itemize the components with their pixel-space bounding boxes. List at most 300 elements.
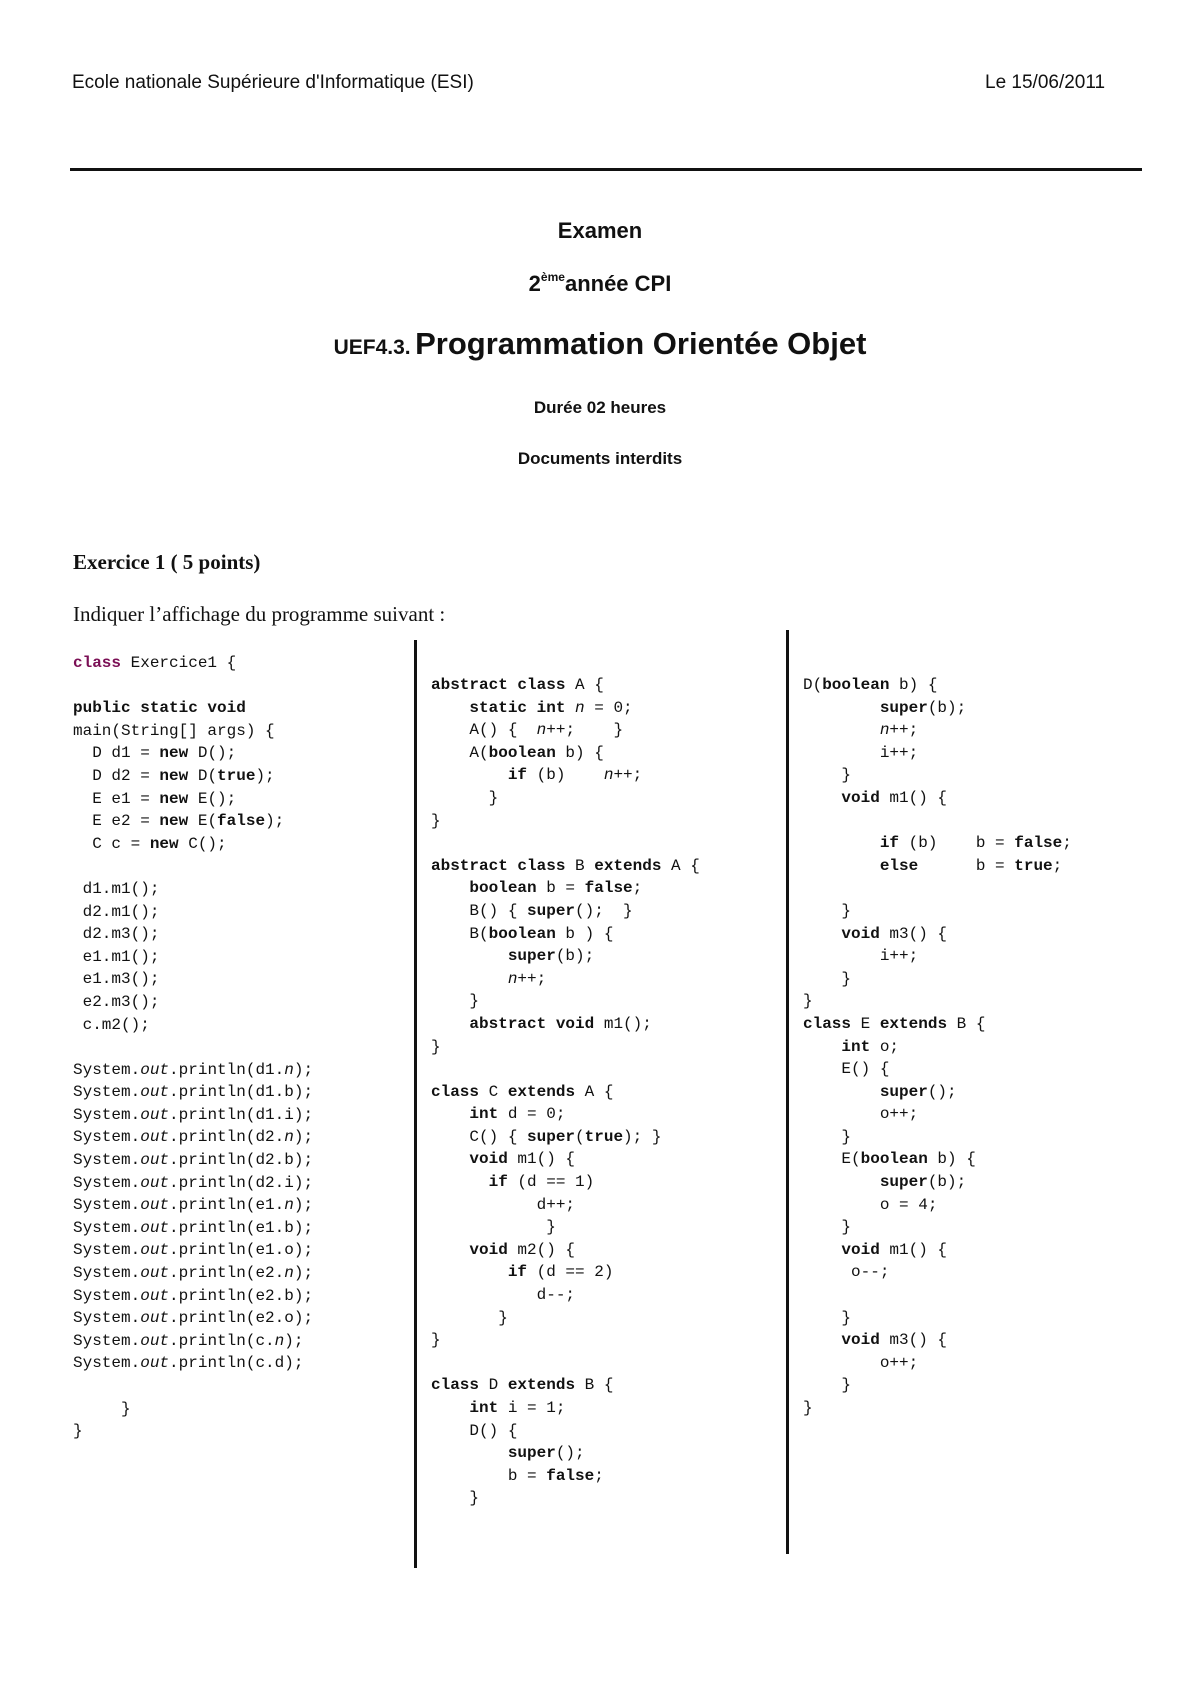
- code-line: [803, 764, 1072, 787]
- code-token: e1.m1();: [73, 947, 160, 966]
- code-line: [73, 923, 313, 946]
- code-line: [431, 1216, 700, 1239]
- code-token: System.: [73, 1218, 141, 1237]
- code-token: o++;: [803, 1353, 919, 1372]
- code-line: [431, 1261, 700, 1284]
- code-token: ;: [632, 879, 643, 898]
- code-token: b ) {: [555, 924, 614, 943]
- course-name: Programmation Orientée Objet: [415, 326, 867, 361]
- code-token: n: [575, 698, 585, 717]
- code-line: [431, 1284, 700, 1307]
- code-token: [431, 947, 508, 965]
- code-token: class: [803, 1014, 852, 1033]
- code-line: [73, 968, 313, 991]
- code-token: .println(e1.o);: [169, 1241, 314, 1260]
- code-line: [803, 1374, 1072, 1397]
- code-token: System.: [73, 1151, 141, 1170]
- code-token: m2() {: [507, 1240, 576, 1259]
- code-line: [803, 1126, 1072, 1149]
- code-line: [73, 1352, 313, 1375]
- code-token: super: [507, 1444, 556, 1463]
- code-token: m1();: [594, 1014, 652, 1033]
- code-token: ();: [555, 1444, 585, 1463]
- code-line: [431, 1487, 700, 1510]
- code-token: void: [841, 924, 880, 943]
- code-token: );: [293, 1060, 314, 1079]
- code-token: n: [284, 1196, 294, 1215]
- code-column-classes-a-d: [431, 674, 700, 1510]
- code-token: new: [159, 744, 189, 763]
- code-token: int: [841, 1037, 871, 1056]
- code-token: C: [479, 1082, 508, 1101]
- code-token: boolean: [822, 676, 890, 694]
- code-token: ;: [1052, 856, 1063, 875]
- code-token: if: [507, 766, 528, 785]
- code-token: n: [536, 721, 547, 740]
- code-line: [803, 1397, 1072, 1420]
- exam-title: Examen: [557, 218, 643, 243]
- code-line: [73, 1194, 313, 1217]
- code-line: [803, 1329, 1072, 1352]
- code-token: B {: [947, 1014, 986, 1033]
- code-token: o--;: [803, 1263, 890, 1282]
- code-token: }: [803, 992, 813, 1011]
- code-token: E() {: [803, 1060, 890, 1079]
- code-token: out: [140, 1286, 170, 1305]
- code-token: d = 0;: [498, 1105, 566, 1124]
- code-token: [803, 857, 880, 875]
- code-token: out: [140, 1196, 170, 1215]
- code-line: [73, 1081, 313, 1104]
- code-token: false: [217, 812, 266, 831]
- code-line: [431, 1194, 700, 1217]
- code-token: false: [584, 879, 633, 898]
- code-token: }: [73, 1399, 131, 1418]
- code-token: n: [274, 1331, 285, 1350]
- code-line: [73, 720, 313, 743]
- code-token: ++;: [517, 969, 547, 988]
- code-token: }: [803, 1127, 852, 1146]
- code-token: [803, 1083, 880, 1101]
- code-token: }: [803, 969, 852, 988]
- code-token: c.m2();: [73, 1015, 150, 1034]
- code-token: class: [431, 1082, 480, 1101]
- code-line: [73, 991, 313, 1014]
- code-token: }: [803, 1376, 852, 1395]
- code-token: main(String[] args) {: [73, 721, 275, 740]
- header-rule: [70, 168, 1142, 171]
- code-line: [73, 1149, 313, 1172]
- code-token: System.: [73, 1354, 141, 1373]
- code-token: n: [507, 969, 518, 988]
- code-line: [431, 832, 700, 855]
- code-token: E(: [803, 1150, 861, 1169]
- code-token: boolean: [469, 879, 537, 898]
- code-token: [431, 1105, 469, 1123]
- code-token: (b);: [927, 698, 967, 717]
- code-line: [803, 719, 1072, 742]
- exercise-instruction: Indiquer l’affichage du programme suivant :: [73, 602, 446, 626]
- code-line: [803, 742, 1072, 765]
- code-token: boolean: [488, 924, 556, 943]
- code-token: (d == 1): [507, 1173, 595, 1192]
- code-token: [431, 1399, 469, 1417]
- code-token: E e2 =: [73, 812, 160, 831]
- code-token: e2.m3();: [73, 992, 160, 1011]
- code-token: [803, 925, 841, 943]
- code-token: [431, 879, 469, 897]
- code-line: [73, 855, 313, 878]
- code-token: }: [431, 1037, 441, 1056]
- code-line: [803, 990, 1072, 1013]
- code-token: (b);: [927, 1173, 967, 1192]
- code-token: boolean: [860, 1150, 928, 1169]
- code-token: D: [479, 1376, 508, 1395]
- code-token: .println(d1.i);: [169, 1105, 314, 1124]
- documents-rule: Documents interdits: [517, 449, 683, 468]
- code-token: super: [527, 901, 576, 920]
- code-line: [73, 1398, 313, 1421]
- code-token: class: [73, 654, 122, 672]
- code-line: [73, 833, 313, 856]
- code-token: System.: [73, 1309, 141, 1328]
- code-token: b =: [431, 1466, 547, 1485]
- exam-date: Le 15/06/2011: [985, 72, 1106, 93]
- code-line: [803, 1036, 1072, 1059]
- year-superscript: ème: [540, 270, 565, 284]
- code-token: extends: [594, 856, 662, 875]
- code-token: }: [803, 1399, 813, 1417]
- code-token: true: [217, 766, 256, 785]
- code-line: [803, 877, 1072, 900]
- code-token: System.: [73, 1331, 141, 1350]
- code-token: [803, 834, 880, 852]
- code-token: [803, 721, 880, 739]
- code-line: [431, 990, 700, 1013]
- code-token: out: [140, 1173, 170, 1192]
- code-line: [73, 1330, 313, 1353]
- code-line: [803, 674, 1072, 697]
- code-token: B {: [575, 1376, 614, 1395]
- code-token: (b): [527, 766, 604, 785]
- code-line: [431, 923, 700, 946]
- code-token: void: [469, 1150, 508, 1169]
- code-token: C() {: [431, 1127, 528, 1146]
- code-line: [431, 968, 700, 991]
- code-line: [73, 810, 313, 833]
- code-line: [73, 1172, 313, 1195]
- code-token: m3() {: [879, 924, 948, 943]
- code-token: b) {: [555, 743, 604, 762]
- code-line: [431, 1058, 700, 1081]
- code-line: [431, 1013, 700, 1036]
- code-token: A(: [431, 743, 489, 762]
- code-token: D(: [803, 676, 823, 694]
- code-line: [73, 946, 313, 969]
- code-line: [431, 1420, 700, 1443]
- code-token: false: [546, 1466, 595, 1485]
- code-token: int: [469, 1399, 499, 1417]
- code-token: System.: [73, 1083, 141, 1102]
- code-token: );: [293, 1196, 314, 1215]
- code-line: [73, 1307, 313, 1330]
- code-token: D() {: [431, 1421, 518, 1440]
- code-token: d--;: [431, 1286, 576, 1305]
- code-token: out: [140, 1241, 170, 1260]
- code-token: [565, 699, 575, 717]
- code-token: ++; }: [546, 721, 624, 740]
- code-line: [73, 1036, 313, 1059]
- code-token: if: [507, 1263, 528, 1282]
- code-token: out: [140, 1060, 170, 1079]
- code-line: [803, 1058, 1072, 1081]
- code-line: [73, 788, 313, 811]
- code-token: d2.m1();: [73, 902, 160, 921]
- code-token: [803, 1173, 880, 1191]
- code-line: [803, 1352, 1072, 1375]
- code-token: out: [140, 1331, 170, 1350]
- code-line: [73, 675, 313, 698]
- code-token: D d2 =: [73, 766, 160, 785]
- code-token: o = 4;: [803, 1195, 938, 1214]
- code-line: [803, 900, 1072, 923]
- code-token: B() {: [431, 901, 528, 920]
- code-line: [73, 1104, 313, 1127]
- code-line: [73, 765, 313, 788]
- code-line: [431, 764, 700, 787]
- course-title: [0, 326, 1200, 362]
- code-token: (d == 2): [527, 1263, 614, 1282]
- code-token: A {: [565, 676, 604, 694]
- code-token: System.: [73, 1060, 141, 1079]
- code-token: e1.m3();: [73, 970, 160, 989]
- code-token: System.: [73, 1105, 141, 1124]
- code-token: System.: [73, 1286, 141, 1305]
- code-token: (b) b =: [899, 834, 1015, 853]
- code-token: ;: [594, 1466, 604, 1485]
- code-token: true: [584, 1127, 624, 1146]
- code-line: [803, 923, 1072, 946]
- code-token: new: [149, 834, 179, 853]
- code-token: }: [431, 1489, 480, 1508]
- code-token: super: [879, 1082, 928, 1101]
- code-token: }: [803, 901, 852, 920]
- code-token: }: [803, 1218, 852, 1237]
- code-token: if: [488, 1173, 508, 1192]
- code-token: super: [879, 698, 928, 717]
- code-token: [803, 789, 841, 807]
- code-token: out: [140, 1218, 170, 1237]
- year-level: [0, 270, 1200, 297]
- code-token: }: [431, 788, 499, 807]
- code-line: [73, 652, 313, 675]
- code-token: D();: [188, 744, 237, 763]
- code-token: abstract void: [469, 1014, 595, 1033]
- code-token: .println(d2.: [169, 1128, 285, 1147]
- code-line: [803, 1103, 1072, 1126]
- code-token: super: [527, 1127, 576, 1146]
- code-token: }: [431, 1218, 556, 1237]
- code-line: [73, 742, 313, 765]
- code-line: [803, 1216, 1072, 1239]
- code-token: );: [265, 812, 285, 831]
- code-token: true: [1014, 856, 1053, 875]
- code-line: [803, 1261, 1072, 1284]
- code-token: A {: [661, 856, 700, 875]
- code-token: if: [879, 834, 900, 853]
- code-token: i++;: [803, 947, 919, 966]
- code-token: ); }: [623, 1127, 662, 1146]
- code-line: [803, 1239, 1072, 1262]
- code-token: out: [140, 1309, 170, 1328]
- code-line: [73, 697, 313, 720]
- code-token: void: [841, 788, 880, 807]
- code-token: .println(d2.b);: [169, 1151, 314, 1170]
- code-token: (b);: [555, 947, 595, 966]
- code-token: .println(e2.o);: [169, 1309, 314, 1328]
- code-token: [803, 1038, 841, 1056]
- code-token: n: [284, 1264, 294, 1283]
- code-token: n: [284, 1128, 294, 1147]
- code-line: [431, 1465, 700, 1488]
- code-token: C();: [178, 834, 227, 853]
- code-token: [431, 1173, 489, 1191]
- code-token: [431, 970, 508, 988]
- code-token: n: [603, 766, 614, 785]
- code-token: );: [293, 1128, 314, 1147]
- code-line: [431, 1126, 700, 1149]
- code-token: d2.m3();: [73, 925, 160, 944]
- code-line: [431, 1036, 700, 1059]
- code-token: [431, 1444, 508, 1462]
- code-token: static int: [469, 698, 566, 717]
- code-token: E(: [188, 812, 218, 831]
- code-token: );: [293, 1264, 314, 1283]
- code-line: [803, 832, 1072, 855]
- code-token: }: [431, 811, 441, 830]
- code-token: b =: [918, 856, 1015, 875]
- code-token: super: [879, 1173, 928, 1192]
- code-line: [803, 1013, 1072, 1036]
- code-line: [431, 945, 700, 968]
- code-token: i = 1;: [498, 1399, 566, 1417]
- code-line: [803, 1171, 1072, 1194]
- code-token: [431, 1150, 469, 1168]
- code-token: .println(d2.i);: [169, 1173, 314, 1192]
- code-token: [803, 1241, 841, 1259]
- code-token: new: [159, 766, 189, 785]
- code-token: E: [851, 1014, 880, 1033]
- code-token: (); }: [575, 901, 633, 920]
- code-token: i++;: [803, 743, 919, 762]
- code-line: [431, 810, 700, 833]
- code-line: [73, 1420, 313, 1443]
- year-rest: année CPI: [564, 271, 672, 296]
- code-token: ();: [927, 1082, 957, 1101]
- code-token: else: [879, 856, 919, 875]
- code-token: void: [469, 1240, 508, 1259]
- code-token: .println(d1.: [169, 1060, 285, 1079]
- code-line: [431, 855, 700, 878]
- code-token: out: [140, 1083, 170, 1102]
- code-line: [73, 1239, 313, 1262]
- code-line: [431, 1148, 700, 1171]
- code-token: m1() {: [879, 1240, 948, 1259]
- code-token: m3() {: [879, 1331, 948, 1350]
- code-line: [431, 1239, 700, 1262]
- code-token: boolean: [488, 743, 556, 762]
- code-token: abstract class: [431, 856, 566, 875]
- code-token: [431, 766, 508, 784]
- code-token: m1() {: [507, 1150, 576, 1169]
- code-token: out: [140, 1128, 170, 1147]
- code-line: [431, 877, 700, 900]
- code-line: [73, 1262, 313, 1285]
- code-line: [431, 1081, 700, 1104]
- code-token: );: [284, 1331, 304, 1350]
- code-column-classes-d-e: [803, 674, 1072, 1420]
- code-token: extends: [507, 1376, 576, 1395]
- code-token: [431, 1263, 508, 1281]
- code-token: = 0;: [584, 698, 633, 717]
- code-token: o;: [870, 1037, 900, 1056]
- code-token: D(: [188, 766, 218, 785]
- code-line: [73, 878, 313, 901]
- code-token: new: [159, 812, 189, 831]
- code-token: .println(e2.: [169, 1264, 285, 1283]
- code-token: }: [431, 1308, 508, 1327]
- code-token: d1.m1();: [73, 879, 160, 898]
- code-token: }: [803, 1308, 852, 1327]
- code-line: [803, 1148, 1072, 1171]
- code-line: [431, 1352, 700, 1375]
- code-token: Exercice1 {: [121, 654, 237, 672]
- code-line: [803, 1307, 1072, 1330]
- code-token: System.: [73, 1173, 141, 1192]
- code-token: abstract class: [431, 676, 566, 694]
- code-token: ++;: [889, 721, 919, 740]
- code-line: [803, 810, 1072, 833]
- code-token: [431, 1241, 469, 1259]
- code-line: [431, 1442, 700, 1465]
- code-token: );: [255, 766, 275, 785]
- code-token: out: [140, 1151, 170, 1170]
- code-line: [431, 900, 700, 923]
- code-line: [803, 1284, 1072, 1307]
- code-line: [431, 1103, 700, 1126]
- code-line: [803, 1081, 1072, 1104]
- code-token: out: [140, 1264, 170, 1283]
- exam-duration: Durée 02 heures: [533, 398, 667, 417]
- year-number: 2: [528, 271, 541, 296]
- code-token: void: [841, 1240, 880, 1259]
- code-line: [803, 787, 1072, 810]
- code-token: int: [469, 1105, 499, 1124]
- code-token: System.: [73, 1241, 141, 1260]
- code-line: [803, 968, 1072, 991]
- code-token: out: [140, 1105, 170, 1124]
- code-line: [73, 1059, 313, 1082]
- code-token: o++;: [803, 1105, 919, 1124]
- code-token: System.: [73, 1264, 141, 1283]
- code-token: public static void: [73, 699, 246, 718]
- code-token: E e1 =: [73, 789, 160, 808]
- code-token: .println(e1.b);: [169, 1218, 314, 1237]
- code-token: .println(c.: [169, 1331, 275, 1350]
- code-token: .println(c.d);: [169, 1354, 304, 1373]
- code-line: [803, 855, 1072, 878]
- code-line: [431, 742, 700, 765]
